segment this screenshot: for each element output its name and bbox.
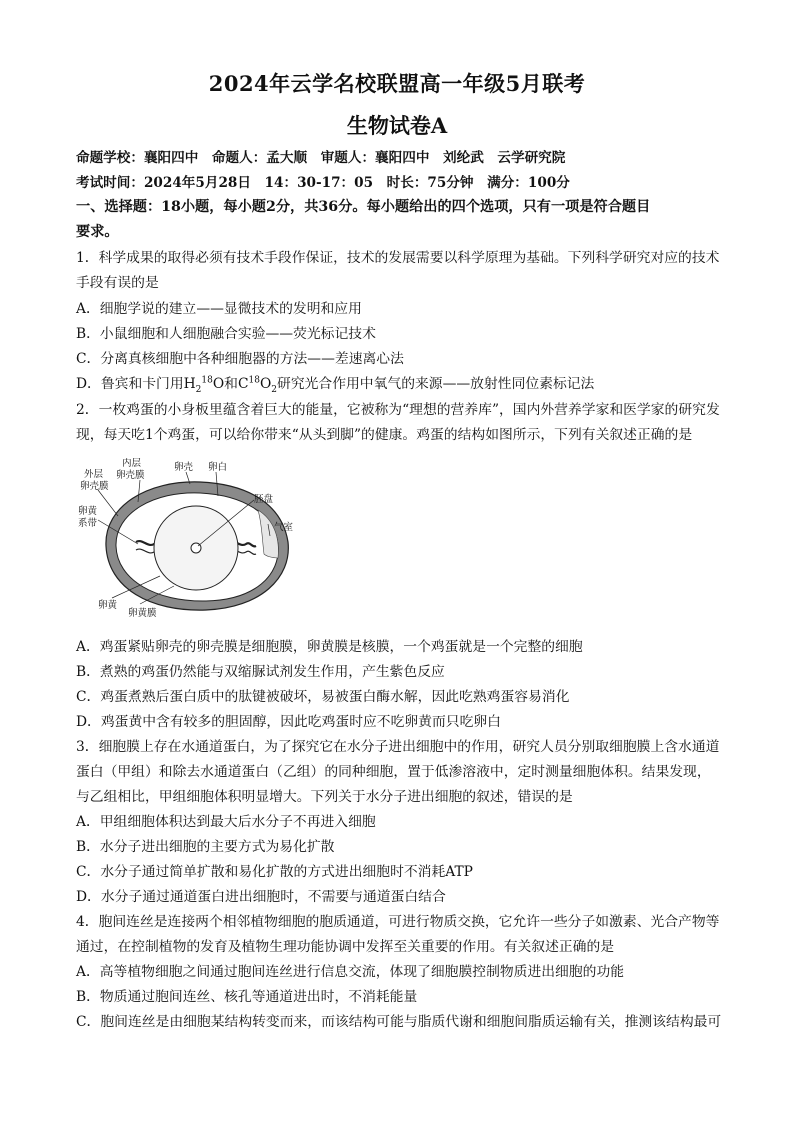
label-yolk-membrane: 卵黄膜 [128,608,157,618]
section-heading-cont: 要求。 [76,224,119,240]
label-inner-membrane: 内层 [122,458,142,469]
label-white: 卵白 [208,462,228,473]
exam-title: 2024年云学名校联盟高一年级5月联考 [208,71,586,96]
q1-option-c: C．分离真核细胞中各种细胞器的方法——差速离心法 [76,351,404,367]
q2-stem-cont: 现，每天吃1个鸡蛋，可以给你带来“从头到脚”的健康。鸡蛋的结构如图所示，下列有关叙述正确的是 [76,427,693,443]
section-heading: 一、选择题：18小题，每小题2分，共36分。每小题给出的四个选项，只有一项是符合题目 [76,199,651,215]
q3-option-d: D．水分子通过通道蛋白进出细胞时，不需要与通道蛋白结合 [76,889,446,905]
egg-structure-figure [78,458,308,618]
q1-d-sup: 18 [201,375,213,386]
q2-option-d: D．鸡蛋黄中含有较多的胆固醇，因此吃鸡蛋时应不吃卵黄而只吃卵白 [76,714,501,730]
q4-stem: 4．胞间连丝是连接两个相邻植物细胞的胞质通道，可进行物质交换，它允许一些分子如激素、光合产物等 [76,914,720,930]
q2-option-c: C．鸡蛋煮熟后蛋白质中的肽键被破坏，易被蛋白酶水解，因此吃熟鸡蛋容易消化 [76,689,570,705]
q1-stem-cont: 手段有误的是 [76,275,159,291]
q2-option-b: B．煮熟的鸡蛋仍然能与双缩脲试剂发生作用，产生紫色反应 [76,664,445,680]
q1-d-text: D．鲁宾和卡门用H [76,376,196,392]
q1-d-sub: 2 [195,384,202,395]
label-outer-membrane-2: 卵壳膜 [80,481,109,492]
q1-option-a: A．细胞学说的建立——显微技术的发明和应用 [76,301,362,317]
q4-stem-cont: 通过，在控制植物的发育及植物生理功能协调中发挥至关重要的作用。有关叙述正确的是 [76,939,615,955]
q1-d-text: 研究光合作用中氧气的来源——放射性同位素标记法 [277,376,595,392]
q3-stem-cont: 蛋白（甲组）和除去水通道蛋白（乙组）的同种细胞，置于低渗溶液中，定时测量细胞体积。结果发现， [76,764,711,780]
label-germinal-disc: 胚盘 [254,494,274,505]
q3-option-b: B．水分子进出细胞的主要方式为易化扩散 [76,839,335,855]
q1-option-b: B．小鼠细胞和人细胞融合实验——荧光标记技术 [76,326,376,342]
label-shell: 卵壳 [174,462,194,473]
q1-d-sup: 18 [248,375,260,386]
q3-stem: 3．细胞膜上存在水通道蛋白，为了探究它在水分子进出细胞中的作用，研究人员分别取细胞膜上含水通道 [76,739,720,755]
label-yolk: 卵黄 [98,600,118,611]
q4-option-b: B．物质通过胞间连丝、核孔等通道进出时，不消耗能量 [76,989,418,1005]
label-outer-membrane: 外层 [84,469,104,480]
q4-option-c: C．胞间连丝是由细胞某结构转变而来，而该结构可能与脂质代谢和细胞间脂质运输有关，推测该结构最可 [76,1014,722,1030]
exam-info-time: 考试时间：2024年5月28日 14：30-17：05 时长：75分钟 满分：100分 [76,175,570,191]
exam-subtitle: 生物试卷A [346,113,448,138]
label-chalaza: 卵黄 [78,506,98,517]
q4-option-a: A．高等植物细胞之间通过胞间连丝进行信息交流，体现了细胞膜控制物质进出细胞的功能 [76,964,625,980]
q3-option-a: A．甲组细胞体积达到最大后水分子不再进入细胞 [76,814,376,830]
q1-d-sub: 2 [271,384,278,395]
q1-option-d [76,372,594,395]
q2-stem: 2．一枚鸡蛋的小身板里蕴含着巨大的能量，它被称为“理想的营养库”，国内外营养学家和医学家的研究发 [76,402,720,418]
exam-info-authors: 命题学校：襄阳四中 命题人：孟大顺 审题人：襄阳四中 刘纶武 云学研究院 [76,150,566,166]
label-inner-membrane-2: 卵壳膜 [116,470,145,481]
q1-stem: 1．科学成果的取得必须有技术手段作保证，技术的发展需要以科学原理为基础。下列科学研究对应的技术 [76,250,720,266]
q2-option-a: A．鸡蛋紧贴卵壳的卵壳膜是细胞膜，卵黄膜是核膜，一个鸡蛋就是一个完整的细胞 [76,639,583,655]
q3-stem-cont-2: 与乙组相比，甲组细胞体积明显增大。下列关于水分子进出细胞的叙述，错误的是 [76,789,573,805]
label-chalaza-2: 系带 [78,518,98,529]
q1-d-text: O [259,376,272,392]
label-air-cell: 气室 [274,522,294,533]
q3-option-c: C．水分子通过简单扩散和易化扩散的方式进出细胞时不消耗ATP [76,864,473,880]
q1-d-text: O和C [212,376,249,392]
